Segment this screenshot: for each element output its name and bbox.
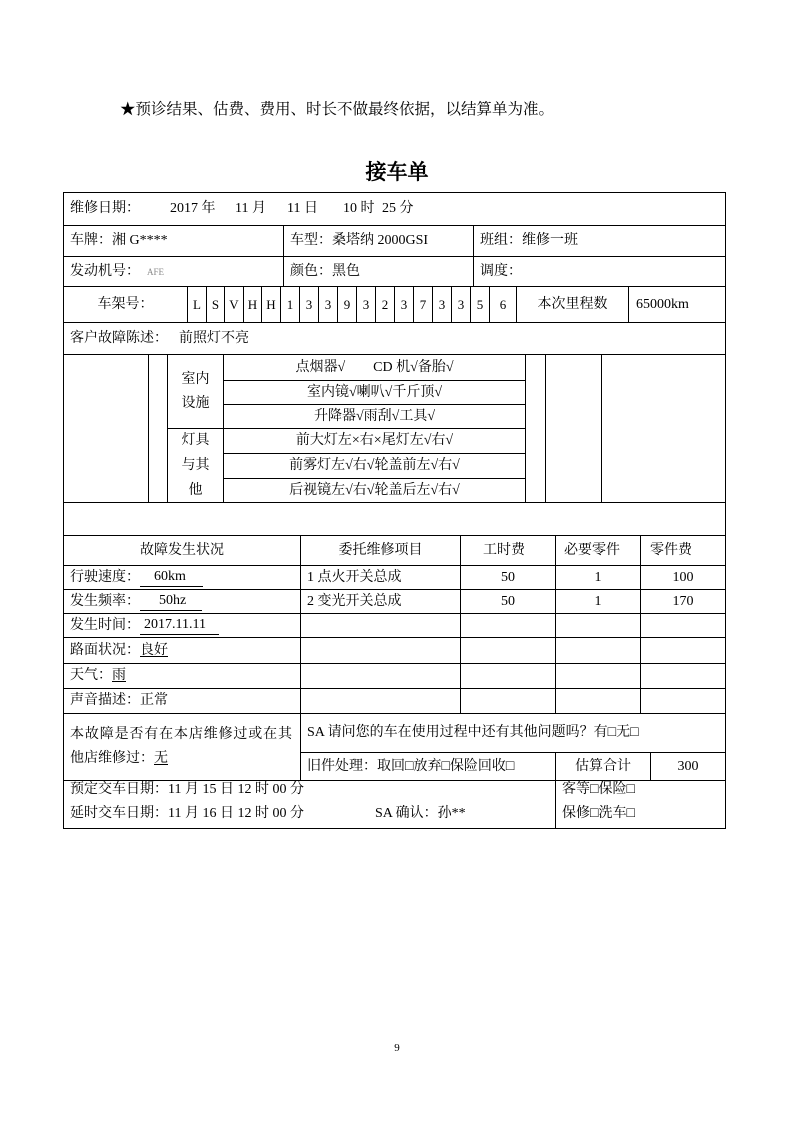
inspection-item: [223, 354, 526, 381]
old-parts-cell: [300, 752, 556, 781]
vin-char: 3: [305, 296, 313, 312]
repair-item-empty: [460, 613, 556, 638]
repair-item-empty: [555, 663, 641, 689]
inspection-empty-cell: [63, 354, 149, 503]
repair-item-empty: [460, 688, 556, 714]
repair-item-parts-fee: [640, 565, 726, 590]
inspection-item-text: 前大灯左×右×尾灯左√右√: [295, 433, 454, 448]
vin-char: 3: [457, 296, 465, 312]
repair-item-name: [300, 565, 461, 590]
condition-label: 天气：: [70, 668, 112, 683]
condition-road: [63, 637, 301, 664]
repair-item-qty: [555, 589, 641, 614]
delivery-cell: [63, 780, 556, 829]
label-line: 灯具: [181, 433, 210, 448]
vin-char: H: [266, 296, 276, 312]
condition-label: 路面状况：: [70, 642, 140, 658]
sa-confirm: SA 确认：孙**: [375, 806, 466, 821]
service-options-cell: [555, 780, 726, 829]
vin-char-cell: [451, 286, 471, 323]
color-label: 颜色：: [290, 263, 332, 279]
repair-item-empty: [640, 663, 726, 689]
estimate-total-cell: [650, 752, 726, 781]
vin-char: 6: [499, 296, 507, 312]
estimate-total: 300: [677, 758, 699, 774]
day-unit: 日: [303, 201, 318, 216]
inspection-item: [223, 404, 526, 429]
month-value: 11: [235, 201, 249, 216]
interior-facilities-cell: [167, 354, 224, 429]
year-unit: 年: [201, 201, 216, 216]
interior-facilities-label: [182, 368, 210, 416]
repair-date-label: 维修日期：: [70, 201, 140, 216]
repair-date-minute: [382, 200, 414, 218]
vin-label-cell: [63, 286, 188, 323]
minute-unit: 分: [399, 201, 414, 216]
header-repair-items: [300, 535, 461, 566]
delayed-delivery: 延时交车日期：11 月 16 日 12 时 00 分: [70, 806, 304, 821]
plate-value: 湘 G****: [112, 233, 168, 248]
repair-item-parts-fee: [640, 589, 726, 614]
repair-item-labor: [460, 565, 556, 590]
mileage-label: 本次里程数: [537, 296, 608, 312]
repair-item-labor: [460, 589, 556, 614]
hour-unit: 时: [360, 201, 375, 216]
header-text: 零件费: [650, 542, 692, 558]
vin-char-cell: [243, 286, 262, 323]
team-cell: [473, 225, 726, 257]
vin-char-cell: [187, 286, 207, 323]
inspection-item: [223, 380, 526, 405]
mileage-value-cell: [628, 286, 726, 323]
repair-item-empty: [460, 663, 556, 689]
vin-char-cell: [489, 286, 517, 323]
qty-value: 1: [594, 569, 602, 585]
repair-item-empty: [300, 613, 461, 638]
previous-repair-cell: [63, 713, 301, 781]
previous-repair-question: 本故障是否有在本店维修过或在其他店维修过：: [70, 727, 292, 766]
day-value: 11: [287, 201, 301, 216]
repair-item-empty: [460, 637, 556, 664]
labor-value: 50: [501, 593, 515, 609]
team-value: 维修一班: [522, 233, 578, 248]
engine-value: AFE: [147, 266, 165, 277]
inspection-empty-cell: [148, 354, 168, 503]
mileage-label-cell: [516, 286, 629, 323]
repair-date-day: [287, 200, 318, 218]
complaint-value: 前照灯不亮: [179, 330, 249, 346]
sa-question-cell: [300, 713, 726, 753]
header-labor-fee: [460, 535, 556, 566]
header-fault-conditions: [63, 535, 301, 566]
vin-char: 7: [419, 296, 427, 312]
sa-question: SA 请问您的车在使用过程中还有其他问题吗？有□无□: [307, 725, 639, 740]
vin-char: 5: [476, 296, 484, 312]
repair-item-empty: [300, 663, 461, 689]
model-value: 桑塔纳 2000GSI: [332, 233, 429, 248]
vin-char-cell: [318, 286, 338, 323]
parts-fee-value: 100: [672, 569, 694, 585]
vin-char-cell: [280, 286, 300, 323]
condition-frequency: [63, 589, 301, 614]
condition-label: 行驶速度：: [70, 569, 140, 585]
label-line: 室内: [181, 371, 210, 387]
inspection-empty-cell: [601, 354, 726, 503]
header-text: 故障发生状况: [140, 542, 224, 558]
inspection-empty-cell: [525, 354, 546, 503]
model-cell: [283, 225, 474, 257]
header-required-parts: [555, 535, 641, 566]
complaint-label: 客户故障陈述：: [70, 330, 168, 346]
condition-value: 正常: [140, 693, 168, 708]
inspection-item: [223, 453, 526, 479]
complaint-row: [63, 322, 726, 355]
plate-cell: [63, 225, 284, 257]
vin-char-cell: [432, 286, 452, 323]
vin-char-cell: [261, 286, 281, 323]
page-number: 9: [394, 1042, 400, 1054]
vin-char-cell: [394, 286, 414, 323]
condition-label: 发生时间：: [70, 617, 140, 633]
condition-driving-speed: [63, 565, 301, 590]
month-unit: 月: [251, 201, 266, 216]
vin-char: H: [247, 296, 258, 312]
lights-other-cell: [167, 428, 224, 503]
repair-date-year: [170, 200, 216, 218]
plate-label: 车牌：: [70, 233, 112, 248]
mileage-value: 65000km: [636, 296, 689, 312]
repair-item-empty: [555, 637, 641, 664]
inspection-item: [223, 428, 526, 454]
minute-value: 25: [382, 201, 396, 216]
color-cell: [283, 256, 474, 287]
condition-value: 2017.11.11: [140, 616, 219, 635]
vin-char: 2: [381, 296, 389, 312]
team-label: 班组：: [480, 233, 522, 248]
condition-value: 50hz: [140, 592, 202, 611]
qty-value: 1: [594, 593, 602, 609]
condition-occurrence-time: [63, 613, 301, 638]
inspection-empty-cell: [545, 354, 602, 503]
label-line: 与其: [181, 458, 210, 473]
vin-char: 3: [438, 296, 446, 312]
repair-item-empty: [300, 637, 461, 664]
vin-char-cell: [356, 286, 376, 323]
header-text: 必要零件: [564, 542, 620, 558]
model-label: 车型：: [290, 233, 332, 248]
repair-item-empty: [640, 637, 726, 664]
vin-char-cell: [299, 286, 319, 323]
header-parts-fee: [640, 535, 726, 566]
vin-char: V: [229, 296, 239, 312]
labor-value: 50: [501, 569, 515, 585]
scheduled-delivery: 预定交车日期：11 月 15 日 12 时 00 分: [70, 782, 304, 797]
hour-value: 10: [343, 201, 357, 216]
color-value: 黑色: [332, 263, 360, 279]
repair-item-empty: [555, 688, 641, 714]
repair-item-text: 2 变光开关总成: [307, 593, 402, 609]
repair-date-row: [63, 192, 726, 226]
engine-cell: [63, 256, 284, 287]
condition-value: 良好: [140, 642, 168, 658]
parts-fee-value: 170: [672, 593, 694, 609]
repair-item-qty: [555, 565, 641, 590]
vin-char-cell: [206, 286, 225, 323]
inspection-item-text: 升降器√雨刮√工具√: [313, 408, 436, 424]
lights-other-label: [182, 428, 210, 503]
repair-item-empty: [555, 613, 641, 638]
label-line: 设施: [181, 395, 210, 411]
condition-label: 声音描述：: [70, 693, 140, 708]
dispatch-cell: [473, 256, 726, 287]
vin-char: 3: [400, 296, 408, 312]
condition-value: 60km: [140, 568, 203, 587]
condition-value: 雨: [112, 668, 126, 683]
vin-char-cell: [413, 286, 433, 323]
vin-char-cell: [375, 286, 395, 323]
condition-label: 发生频率：: [70, 593, 140, 609]
vin-char: S: [211, 296, 220, 312]
repair-item-empty: [640, 613, 726, 638]
inspection-item-text: 前雾灯左√右√轮盖前左√右√: [289, 458, 460, 473]
vin-char-cell: [224, 286, 244, 323]
repair-item-empty: [300, 688, 461, 714]
vin-char: 3: [324, 296, 332, 312]
label-line: 他: [188, 483, 203, 498]
condition-sound: [63, 688, 301, 714]
dispatch-label: 调度：: [480, 263, 522, 279]
inspection-item-text: 点烟器√ CD 机√备胎√: [295, 359, 454, 375]
vin-char: 9: [343, 296, 351, 312]
inspection-item: [223, 478, 526, 503]
inspection-item-text: 室内镜√喇叭√千斤顶√: [306, 384, 443, 400]
service-options-line: 保修□洗车□: [562, 806, 635, 821]
vin-char-cell: [337, 286, 357, 323]
year-value: 2017: [170, 201, 198, 216]
header-text: 委托维修项目: [338, 542, 423, 558]
engine-label: 发动机号：: [70, 263, 140, 279]
old-parts-text: 旧件处理：取回□放弃□保险回收□: [307, 758, 515, 774]
vin-char: 3: [362, 296, 370, 312]
repair-item-name: [300, 589, 461, 614]
repair-date-hour: [343, 200, 375, 218]
condition-weather: [63, 663, 301, 689]
service-options-line: 客等□保险□: [562, 782, 635, 797]
vin-label: 车架号：: [97, 296, 154, 312]
inspection-item-text: 后视镜左√右√轮盖后左√右√: [289, 482, 460, 498]
vin-char: 1: [286, 296, 294, 312]
header-text: 工时费: [483, 542, 525, 558]
repair-item-text: 1 点火开关总成: [307, 569, 402, 585]
vin-char: L: [193, 296, 201, 312]
estimate-label: 估算合计: [575, 758, 631, 774]
vin-char-cell: [470, 286, 490, 323]
previous-repair-text: [70, 723, 292, 771]
notice-text: ★预诊结果、估费、费用、时长不做最终依据，以结算单为准。: [120, 101, 555, 118]
form-title: 接车单: [365, 160, 429, 184]
estimate-label-cell: [555, 752, 651, 781]
previous-repair-answer: 无: [154, 751, 168, 766]
blank-row: [63, 502, 726, 536]
repair-item-empty: [640, 688, 726, 714]
repair-date-month: [235, 200, 266, 218]
